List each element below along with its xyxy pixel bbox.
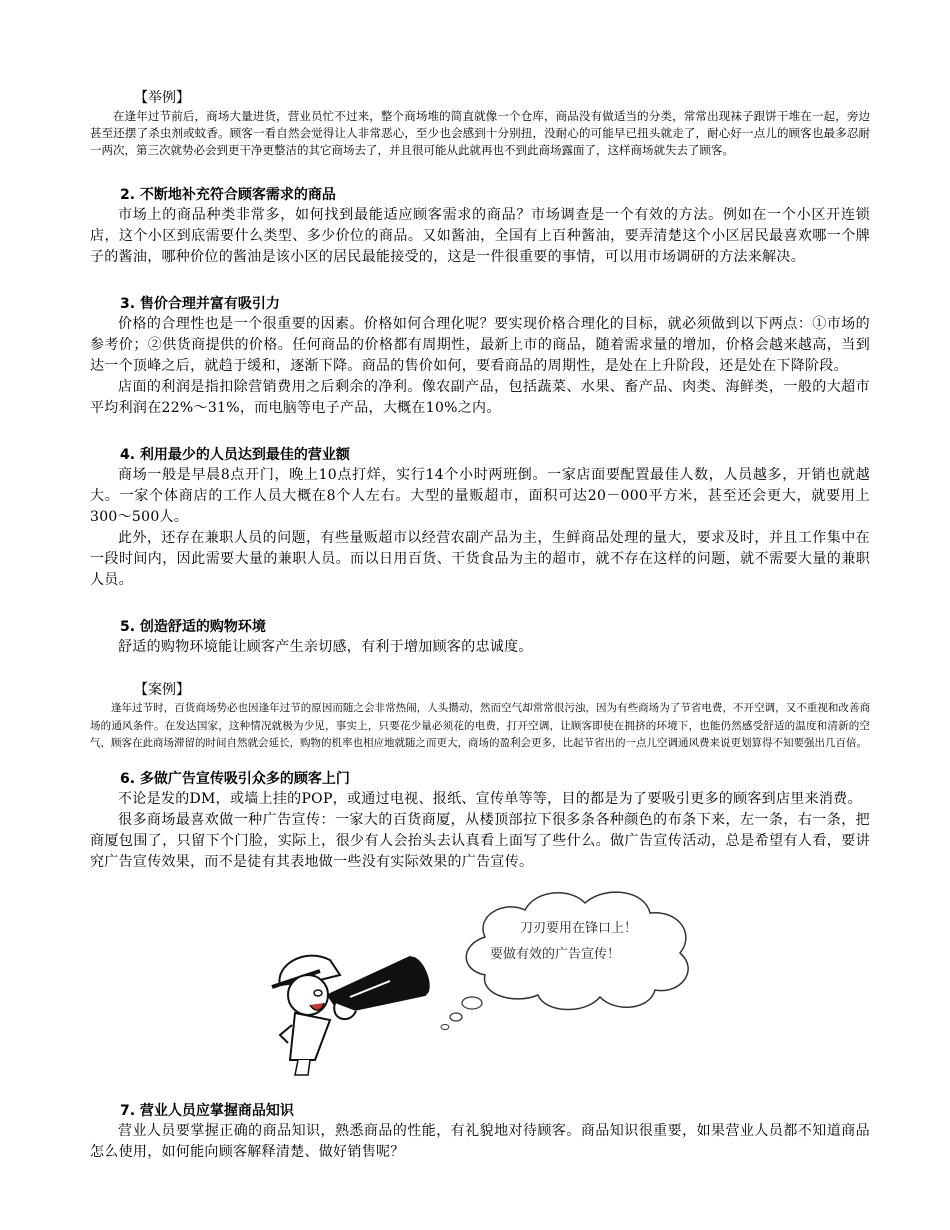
paragraph: 市场上的商品种类非常多，如何找到最能适应顾客需求的商品？市场调查是一个有效的方法。例如在一个小区开连锁店，这个小区到底需要什么类型、多少价位的商品。又如酱油，全国有上百种酱油，要弄清楚这个小区居民最喜欢哪一个牌子的酱油，哪种价位的酱油是该小区的居民最能接受的，这是一件很重要的事情，可以用市场调研的方法来解决。 (90, 207, 870, 265)
section-heading: 3. 售价合理并富有吸引力 (120, 296, 280, 312)
example-text: 在逢年过节前后，商场大量进货，营业员忙不过来，整个商场堆的简直就像一个仓库，商品没有做适当的分类，常常出现袜子跟饼干堆在一起，旁边甚至还摆了杀虫剂或蚊香。顾客一看自然会觉得让人非常恶心，至少也会感到十分别扭，没耐心的可能早已扭头就走了，耐心好一点儿的顾客也最多忍耐一两次，第三次就势必会到更干净更整洁的其它商场去了，并且很可能从此就再也不到此商场露面了，这样商场就失去了顾客。 (90, 109, 870, 157)
section-2 (90, 185, 870, 268)
paragraph: 不论是发的DM，或墙上挂的POP，或通过电视、报纸、宣传单等等，目的都是为了要吸引更多的顾客到店里来消费。 (118, 790, 862, 807)
paragraph: 价格的合理性也是一个很重要的因素。价格如何合理化呢？要实现价格合理化的目标，就必须做到以下两点：①市场的参考价；②供货商提供的价格。任何商品的价格都有周期性，最新上市的商品，随着需求量的增加，价格会越来越高，当到达一个顶峰之后，就趋于缓和，逐渐下降。商品的售价如何，要看商品的周期性，是处在上升阶段，还是处在下降阶段。 (90, 316, 870, 374)
section-6 (90, 769, 870, 873)
paragraph: 舒适的购物环境能让顾客产生亲切感，有利于增加顾客的忠诚度。 (118, 639, 533, 655)
section-heading: 6. 多做广告宣传吸引众多的顾客上门 (120, 770, 350, 787)
case-label: 【案例】 (134, 682, 190, 698)
document-page (90, 88, 870, 1163)
example-label: 【举例】 (134, 90, 190, 106)
paragraph: 很多商场最喜欢做一种广告宣传：一家大的百货商厦，从楼顶部拉下很多条各种颜色的布条下来，左一条，右一条，把商厦包围了，只留下个门脸，实际上，很少有人会抬头去认真看上面写了些什么。做广告宣传活动，总是希望有人看，要讲究广告宣传效果，而不是徒有其表地做一些没有实际效果的广告宣传。 (90, 811, 870, 870)
section-heading: 7. 营业人员应掌握商品知识 (120, 1102, 294, 1119)
paragraph: 商场一般是早晨8点开门，晚上10点打烊，实行14个小时两班倒。一家店面要配置最佳人数，人员越多，开销也就越大。一家个体商店的工作人员大概在8个人左右。大型的量贩超市，面积可达20－000平方米，甚至还会更大，就要用上300～500人。 (90, 467, 870, 525)
section-5 (90, 617, 870, 658)
section-4 (90, 445, 870, 591)
paragraph: 店面的利润是指扣除营销费用之后剩余的净利。像农副产品，包括蔬菜、水果、畜产品、肉类、海鲜类，一般的大超市平均利润在22%～31%，而电脑等电子产品，大概在10%之内。 (90, 379, 870, 416)
section-heading: 5. 创造舒适的购物环境 (120, 619, 266, 635)
case-block (90, 680, 870, 753)
section-3 (90, 294, 870, 419)
section-heading: 4. 利用最少的人员达到最佳的营业额 (120, 447, 350, 463)
section-7 (90, 1101, 870, 1163)
section-heading: 2. 不断地补充符合顾客需求的商品 (120, 187, 336, 203)
cloud-text-line2: 要做有效的广告宣传！ (490, 946, 621, 962)
megaphone-illustration (90, 885, 870, 1085)
paragraph: 此外，还存在兼职人员的问题，有些量贩超市以经营农副产品为主，生鲜商品处理的量大，要求及时，并且工作集中在一段时间内，因此需要大量的兼职人员。而以日用百货、干货食品为主的超市，就不存在这样的问题，就不需要大量的兼职人员。 (90, 530, 870, 588)
case-text: 逢年过节时，百货商场势必也因逢年过节的原因而随之会非常热闹，人头攒动，然而空气却常常很污浊，因为有些商场为了节省电费，不开空调，又不重视和改善商场的通风条件。在发达国家，这种情况就极为少见，事实上，只要花少量必须花的电费，打开空调，让顾客即使在拥挤的环境下，也能仍然感受舒适的温度和清新的空气，顾客在此商场滞留的时间自然就会延长，购物的机率也相应地就随之而更大，商场的盈利会更多，比起节省出的一点儿空调通风费来说更划算得不知要强出几百倍。 (90, 702, 870, 749)
cloud-text-line1: 刀刃要用在锋口上！ (520, 920, 638, 936)
megaphone-man-image (260, 885, 700, 1085)
example-block (90, 88, 870, 159)
paragraph: 营业人员要掌握正确的商品知识，熟悉商品的性能，有礼貌地对待顾客。商品知识很重要，如果营业人员都不知道商品怎么使用，如何能向顾客解释清楚、做好销售呢？ (90, 1122, 870, 1160)
